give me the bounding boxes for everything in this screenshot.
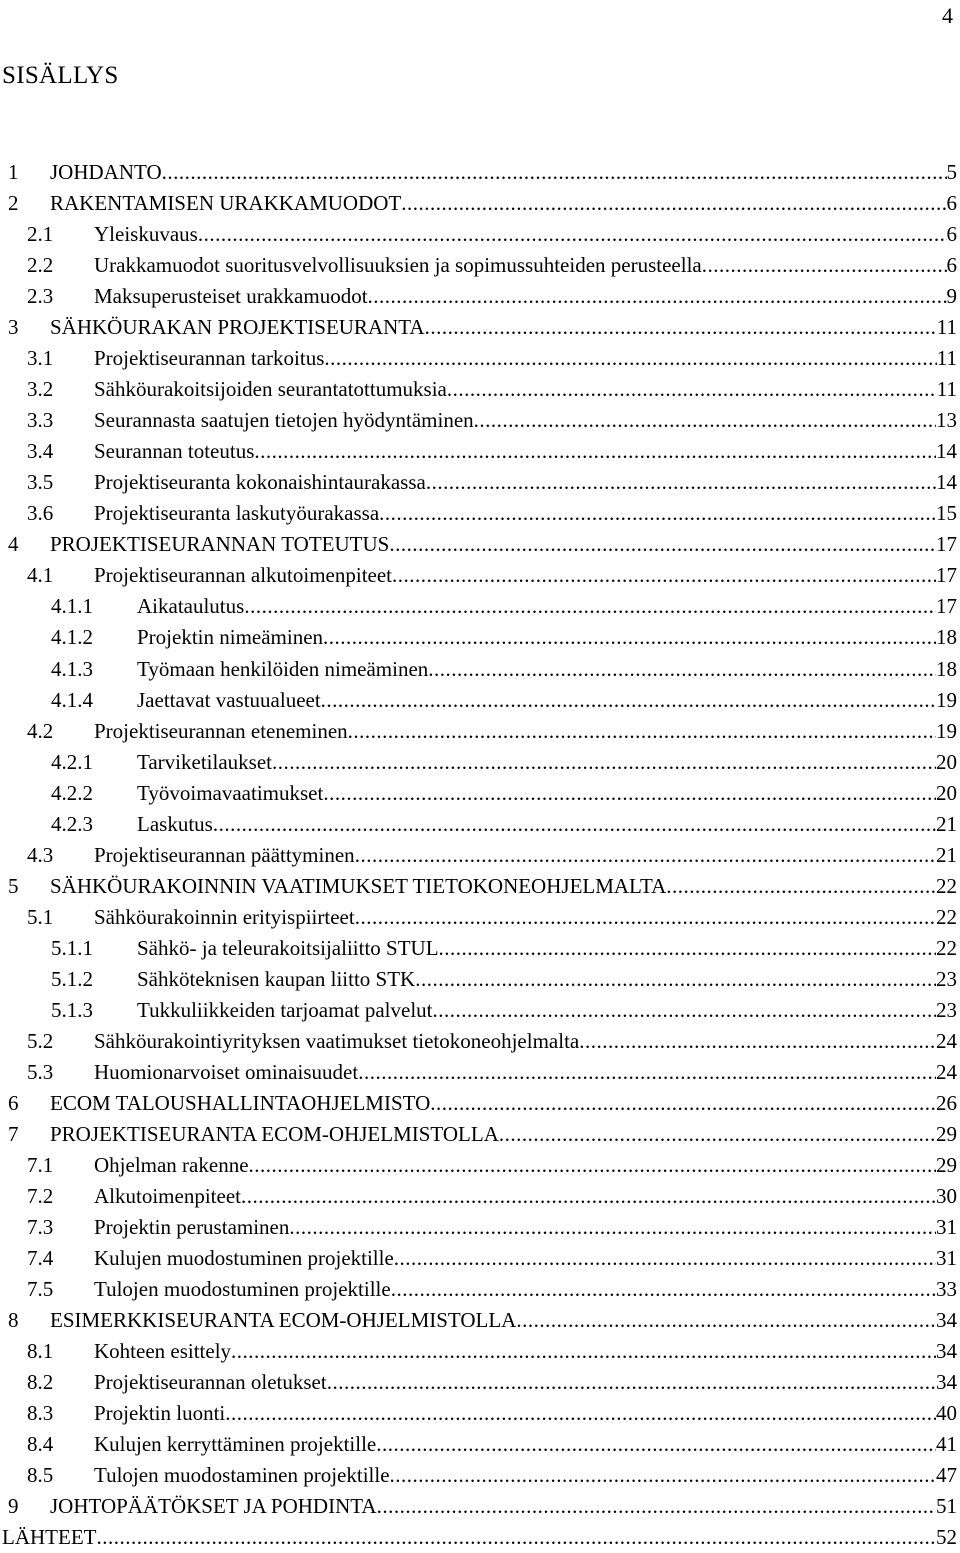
toc-dot-leader — [368, 281, 947, 312]
toc-entry-title-wrap — [0, 809, 957, 840]
toc-entry-page: 11 — [936, 377, 957, 402]
toc-dot-leader — [241, 1181, 936, 1212]
toc-dot-leader — [392, 560, 936, 591]
toc-entry-number: 4 — [8, 532, 19, 557]
toc-entry[interactable] — [0, 498, 957, 529]
toc-dot-leader — [198, 219, 947, 250]
toc-entry-title-wrap — [0, 157, 957, 188]
toc-entry[interactable] — [0, 157, 957, 188]
toc-entry[interactable] — [0, 312, 957, 343]
toc-entry-page: 20 — [936, 780, 957, 805]
toc-dot-leader — [323, 778, 936, 809]
toc-dot-leader — [323, 622, 936, 653]
toc-dot-leader — [272, 747, 936, 778]
toc-entry-page: 24 — [936, 1059, 957, 1084]
toc-entry-page: 31 — [936, 1246, 957, 1271]
toc-entry-title: Seurannan toteutus — [94, 439, 255, 464]
toc-entry-page: 26 — [936, 1090, 957, 1115]
toc-heading: SISÄLLYS — [2, 62, 119, 89]
toc-entry-title-wrap — [0, 840, 957, 871]
toc-entry[interactable] — [0, 1274, 957, 1305]
toc-entry-number: 3 — [8, 315, 19, 340]
toc-entry[interactable] — [0, 1305, 957, 1336]
toc-entry-page: 17 — [936, 594, 957, 619]
toc-dot-leader — [355, 840, 936, 871]
toc-entry[interactable] — [0, 1243, 957, 1274]
toc-entry-number: 7.3 — [27, 1215, 54, 1240]
toc-entry-page: 31 — [936, 1215, 957, 1240]
toc-entry[interactable] — [0, 1088, 957, 1119]
toc-entry-title: Projektiseurannan tarkoitus — [94, 346, 325, 371]
toc-entry-title-wrap — [0, 871, 957, 902]
toc-dot-leader — [377, 1491, 936, 1522]
toc-entry-title: Kohteen esittely — [94, 1339, 232, 1364]
toc-dot-leader — [225, 1398, 936, 1429]
toc-entry-page: 15 — [936, 501, 957, 526]
toc-entry-title-wrap — [0, 529, 957, 560]
toc-entry-title: Seurannasta saatujen tietojen hyödyntäminen — [94, 408, 474, 433]
toc-entry-title-wrap — [0, 933, 957, 964]
toc-entry-title: Työmaan henkilöiden nimeäminen — [137, 656, 429, 681]
toc-entry[interactable] — [0, 219, 957, 250]
toc-entry-title: Tarviketilaukset — [137, 749, 272, 774]
toc-entry-number: 4.1 — [27, 563, 54, 588]
toc-entry-title-wrap — [0, 902, 957, 933]
toc-entry-number: 4.1.1 — [51, 594, 93, 619]
toc-entry[interactable] — [0, 1367, 957, 1398]
toc-dot-leader — [162, 157, 947, 188]
toc-entry-number: 5.1.3 — [51, 997, 93, 1022]
toc-entry-number: 5.1.2 — [51, 966, 93, 991]
toc-entry-title-wrap — [0, 188, 957, 219]
toc-entry-title-wrap — [0, 1119, 957, 1150]
toc-entry-title: Projektin nimeäminen — [137, 625, 324, 650]
toc-entry-number: 4.2 — [27, 718, 54, 743]
toc-entry-title-wrap — [0, 1460, 957, 1491]
toc-entry-page: 13 — [936, 408, 957, 433]
toc-entry-page: 9 — [946, 284, 957, 309]
toc-entry-page: 33 — [936, 1277, 957, 1302]
toc-entry-title-wrap — [0, 374, 957, 405]
toc-entry[interactable] — [0, 995, 957, 1026]
toc-dot-leader — [244, 591, 936, 622]
toc-entry[interactable] — [0, 1026, 957, 1057]
toc-dot-leader — [321, 685, 936, 716]
toc-entry-title: Sähkö- ja teleurakoitsijaliitto STUL — [137, 935, 439, 960]
toc-entry-number: 4.1.4 — [51, 687, 93, 712]
toc-entry[interactable] — [0, 560, 957, 591]
toc-entry-title-wrap — [0, 1243, 957, 1274]
toc-entry-page: 19 — [936, 718, 957, 743]
toc-entry-title: PROJEKTISEURANNAN TOTEUTUS — [50, 532, 390, 557]
toc-entry-title: Sähköurakoitsijoiden seurantatottumuksia — [94, 377, 447, 402]
toc-entry-page: 22 — [936, 873, 957, 898]
toc-entry-number: 8.5 — [27, 1463, 54, 1488]
toc-entry-number: 2 — [8, 191, 19, 216]
toc-entry[interactable] — [0, 250, 957, 281]
toc-entry[interactable] — [0, 747, 957, 778]
toc-dot-leader — [379, 498, 936, 529]
table-of-contents — [0, 157, 957, 1553]
toc-dot-leader — [391, 1274, 936, 1305]
toc-entry-title: Huomionarvoiset ominaisuudet — [94, 1059, 359, 1084]
toc-entry-page: 6 — [946, 191, 957, 216]
toc-entry[interactable] — [0, 778, 957, 809]
toc-dot-leader — [666, 871, 936, 902]
toc-dot-leader — [389, 529, 936, 560]
toc-entry-number: 8.4 — [27, 1432, 54, 1457]
toc-entry-title: Sähköteknisen kaupan liitto STK — [137, 966, 416, 991]
toc-entry-title: PROJEKTISEURANTA ECOM-OHJELMISTOLLA — [50, 1121, 499, 1146]
toc-entry-title-wrap — [0, 964, 957, 995]
toc-entry[interactable] — [0, 467, 957, 498]
toc-entry-page: 20 — [936, 749, 957, 774]
toc-entry-page: 11 — [936, 315, 957, 340]
toc-entry[interactable] — [0, 188, 957, 219]
toc-entry-page: 22 — [936, 904, 957, 929]
toc-entry-number: 4.2.3 — [51, 811, 93, 836]
toc-entry[interactable] — [0, 1398, 957, 1429]
toc-entry[interactable] — [0, 654, 957, 685]
toc-entry[interactable] — [0, 1460, 957, 1491]
toc-entry[interactable] — [0, 871, 957, 902]
toc-entry[interactable] — [0, 809, 957, 840]
toc-entry-title: Sähköurakointiyrityksen vaatimukset tietokoneohjelmalta — [94, 1028, 580, 1053]
toc-entry-title-wrap — [0, 778, 957, 809]
toc-entry-number: 8.3 — [27, 1401, 54, 1426]
toc-entry-page: 17 — [936, 532, 957, 557]
toc-entry-number: 1 — [8, 160, 19, 184]
toc-entry-title-wrap — [0, 250, 957, 281]
toc-dot-leader — [425, 312, 937, 343]
toc-entry-title-wrap — [0, 1274, 957, 1305]
toc-entry-title: Projektiseurannan oletukset — [94, 1370, 327, 1395]
toc-entry-number: 8 — [8, 1308, 19, 1333]
toc-entry-number: 4.2.1 — [51, 749, 93, 774]
toc-entry-title: Jaettavat vastuualueet — [137, 687, 321, 712]
toc-entry[interactable] — [0, 1212, 957, 1243]
toc-entry[interactable] — [0, 1119, 957, 1150]
toc-entry-title-wrap — [0, 1088, 957, 1119]
toc-entry-title-wrap — [0, 467, 957, 498]
toc-entry-number: 3.2 — [27, 377, 54, 402]
toc-dot-leader — [430, 1088, 936, 1119]
toc-dot-leader — [401, 188, 946, 219]
toc-entry-title-wrap — [0, 498, 957, 529]
toc-entry-number: 5.2 — [27, 1028, 54, 1053]
toc-entry[interactable] — [0, 436, 957, 467]
toc-entry[interactable] — [0, 1150, 957, 1181]
toc-entry-title-wrap — [0, 654, 957, 685]
toc-entry-title-wrap — [0, 312, 957, 343]
toc-dot-leader — [327, 1367, 936, 1398]
toc-entry[interactable] — [0, 343, 957, 374]
toc-entry-title: Sähköurakoinnin erityispiirteet — [94, 904, 355, 929]
toc-entry-number: 2.2 — [27, 253, 54, 278]
toc-entry-number: 7.5 — [27, 1277, 54, 1302]
toc-dot-leader — [447, 374, 937, 405]
toc-entry-number: 6 — [8, 1090, 19, 1115]
toc-entry-title-wrap — [0, 1522, 957, 1553]
toc-dot-leader — [499, 1119, 936, 1150]
toc-entry-page: 34 — [936, 1339, 957, 1364]
toc-entry[interactable] — [0, 281, 957, 312]
toc-entry-number: 8.2 — [27, 1370, 54, 1395]
toc-entry-page: 34 — [936, 1308, 957, 1333]
toc-dot-leader — [254, 436, 936, 467]
toc-dot-leader — [324, 343, 936, 374]
toc-entry-number: 4.3 — [27, 842, 54, 867]
toc-dot-leader — [231, 1336, 936, 1367]
toc-entry[interactable] — [0, 622, 957, 653]
toc-entry-page: 17 — [936, 563, 957, 588]
toc-dot-leader — [428, 654, 936, 685]
toc-entry-number: 4.2.2 — [51, 780, 93, 805]
toc-entry-page: 11 — [936, 346, 957, 371]
toc-entry-page: 6 — [946, 222, 957, 247]
toc-entry-title: SÄHKÖURAKOINNIN VAATIMUKSET TIETOKONEOHJELMALTA — [50, 873, 667, 898]
toc-entry-number: 5 — [8, 873, 19, 898]
toc-entry[interactable] — [0, 1057, 957, 1088]
toc-entry-title: Projektiseuranta kokonaishintaurakassa — [94, 470, 426, 495]
toc-entry-number: 5.1 — [27, 904, 54, 929]
toc-dot-leader — [376, 1429, 936, 1460]
toc-entry-page: 40 — [936, 1401, 957, 1426]
toc-entry-title: Tukkuliikkeiden tarjoamat palvelut — [137, 997, 433, 1022]
toc-entry-title: Tulojen muodostaminen projektille — [94, 1463, 390, 1488]
toc-entry-page: 5 — [946, 160, 957, 184]
toc-entry[interactable] — [0, 1181, 957, 1212]
toc-entry-number: 3.1 — [27, 346, 54, 371]
toc-entry-title-wrap — [0, 1305, 957, 1336]
toc-entry[interactable] — [0, 685, 957, 716]
toc-entry-title: Maksuperusteiset urakkamuodot — [94, 284, 368, 309]
toc-entry-title: Projektiseurannan päättyminen — [94, 842, 355, 867]
toc-entry-title: Yleiskuvaus — [94, 222, 198, 247]
toc-entry-title-wrap — [0, 1491, 957, 1522]
toc-entry-page: 22 — [936, 935, 957, 960]
toc-entry-title-wrap — [0, 1057, 957, 1088]
toc-entry-number: 9 — [8, 1494, 19, 1519]
toc-entry-title-wrap — [0, 1181, 957, 1212]
toc-entry-title-wrap — [0, 716, 957, 747]
toc-entry-title: Työvoimavaatimukset — [137, 780, 324, 805]
toc-entry-title: Kulujen muodostuminen projektille — [94, 1246, 394, 1271]
toc-dot-leader — [289, 1212, 936, 1243]
toc-entry-title: ECOM TALOUSHALLINTAOHJELMISTO — [50, 1090, 431, 1115]
toc-entry-number: 3.3 — [27, 408, 54, 433]
toc-entry-title-wrap — [0, 685, 957, 716]
toc-dot-leader — [433, 995, 936, 1026]
toc-entry-title: Kulujen kerryttäminen projektille — [94, 1432, 377, 1457]
toc-entry[interactable] — [0, 1491, 957, 1522]
toc-entry-number: 7 — [8, 1121, 19, 1146]
toc-entry-title: Tulojen muodostuminen projektille — [94, 1277, 391, 1302]
toc-entry[interactable] — [0, 902, 957, 933]
toc-entry-page: 34 — [936, 1370, 957, 1395]
toc-entry-page: 6 — [946, 253, 957, 278]
toc-dot-leader — [702, 250, 947, 281]
toc-entry-title: Alkutoimenpiteet — [94, 1184, 241, 1209]
toc-entry-title-wrap — [0, 591, 957, 622]
toc-entry-title-wrap — [0, 560, 957, 591]
toc-dot-leader — [355, 902, 936, 933]
toc-entry-title: Projektin luonti — [94, 1401, 226, 1426]
toc-dot-leader — [426, 467, 936, 498]
toc-entry-title-wrap — [0, 343, 957, 374]
toc-entry-title: JOHDANTO — [50, 160, 162, 184]
toc-entry-page: 23 — [936, 997, 957, 1022]
toc-entry-number: 2.3 — [27, 284, 54, 309]
toc-entry-title: Projektin perustaminen — [94, 1215, 290, 1240]
toc-entry-page: 52 — [936, 1525, 957, 1550]
toc-entry-title: Laskutus — [137, 811, 213, 836]
toc-entry-number: 2.1 — [27, 222, 54, 247]
toc-dot-leader — [348, 716, 936, 747]
toc-entry-page: 21 — [936, 811, 957, 836]
toc-entry[interactable] — [0, 405, 957, 436]
toc-dot-leader — [439, 933, 936, 964]
toc-dot-leader — [474, 405, 936, 436]
toc-entry-page: 29 — [936, 1121, 957, 1146]
toc-entry-page: 21 — [936, 842, 957, 867]
toc-dot-leader — [579, 1026, 936, 1057]
toc-entry-title-wrap — [0, 436, 957, 467]
toc-entry-number: 4.1.3 — [51, 656, 93, 681]
toc-entry-page: 29 — [936, 1153, 957, 1177]
toc-entry-page: 51 — [936, 1494, 957, 1519]
toc-entry-title-wrap — [0, 219, 957, 250]
toc-entry-title-wrap — [0, 1367, 957, 1398]
toc-entry[interactable] — [0, 529, 957, 560]
toc-entry-title: Projektiseurannan alkutoimenpiteet — [94, 563, 392, 588]
toc-entry-page: 14 — [936, 439, 957, 464]
toc-entry-title-wrap — [0, 1150, 957, 1181]
toc-dot-leader — [96, 1522, 936, 1553]
toc-entry-page: 30 — [936, 1184, 957, 1209]
toc-entry-page: 47 — [936, 1463, 957, 1488]
toc-entry[interactable] — [0, 1429, 957, 1460]
toc-entry-number: 7.4 — [27, 1246, 54, 1271]
toc-dot-leader — [390, 1460, 936, 1491]
toc-entry-title: Aikataulutus — [137, 594, 245, 619]
toc-entry-title-wrap — [0, 1212, 957, 1243]
toc-entry-page: 19 — [936, 687, 957, 712]
toc-entry-page: 24 — [936, 1028, 957, 1053]
toc-entry-title: Urakkamuodot suoritusvelvollisuuksien ja sopimussuhteiden perusteella — [94, 253, 702, 278]
toc-entry-number: 5.3 — [27, 1059, 54, 1084]
toc-entry-page: 41 — [936, 1432, 957, 1457]
toc-entry-title: RAKENTAMISEN URAKKAMUODOT — [50, 191, 402, 216]
toc-entry-title-wrap — [0, 405, 957, 436]
toc-entry-number: 3.5 — [27, 470, 54, 495]
toc-entry-number: 8.1 — [27, 1339, 54, 1364]
toc-entry-title-wrap — [0, 281, 957, 312]
toc-entry-title-wrap — [0, 1398, 957, 1429]
toc-entry-title-wrap — [0, 1429, 957, 1460]
toc-entry-title-wrap — [0, 747, 957, 778]
toc-entry-title-wrap — [0, 1026, 957, 1057]
toc-entry[interactable] — [0, 1522, 957, 1553]
toc-entry-title-wrap — [0, 995, 957, 1026]
toc-dot-leader — [394, 1243, 936, 1274]
toc-entry-title: Projektiseurannan eteneminen — [94, 718, 348, 743]
toc-entry-number: 5.1.1 — [51, 935, 93, 960]
toc-entry-page: 18 — [936, 625, 957, 650]
toc-entry[interactable] — [0, 1336, 957, 1367]
toc-dot-leader — [249, 1150, 936, 1181]
toc-entry[interactable] — [0, 840, 957, 871]
toc-entry-title-wrap — [0, 622, 957, 653]
toc-entry-number: 7.2 — [27, 1184, 54, 1209]
toc-entry[interactable] — [0, 374, 957, 405]
toc-entry-number: 3.4 — [27, 439, 54, 464]
toc-dot-leader — [213, 809, 936, 840]
toc-entry-title: LÄHTEET — [2, 1525, 97, 1550]
toc-dot-leader — [358, 1057, 936, 1088]
toc-entry[interactable] — [0, 933, 957, 964]
toc-entry-title: Projektiseuranta laskutyöurakassa — [94, 501, 380, 526]
toc-entry-title-wrap — [0, 1336, 957, 1367]
page-number: 4 — [942, 3, 953, 28]
toc-dot-leader — [415, 964, 936, 995]
toc-entry-title: Ohjelman rakenne — [94, 1153, 249, 1177]
toc-entry-number: 7.1 — [27, 1153, 54, 1177]
toc-entry[interactable] — [0, 716, 957, 747]
toc-entry-number: 4.1.2 — [51, 625, 93, 650]
toc-entry[interactable] — [0, 591, 957, 622]
toc-entry[interactable] — [0, 964, 957, 995]
toc-entry-title: ESIMERKKISEURANTA ECOM-OHJELMISTOLLA — [50, 1308, 517, 1333]
toc-entry-title: JOHTOPÄÄTÖKSET JA POHDINTA — [50, 1494, 377, 1519]
toc-entry-page: 18 — [936, 656, 957, 681]
toc-dot-leader — [516, 1305, 936, 1336]
toc-entry-page: 23 — [936, 966, 957, 991]
toc-entry-title: SÄHKÖURAKAN PROJEKTISEURANTA — [50, 315, 425, 340]
toc-entry-number: 3.6 — [27, 501, 54, 526]
toc-entry-page: 14 — [936, 470, 957, 495]
